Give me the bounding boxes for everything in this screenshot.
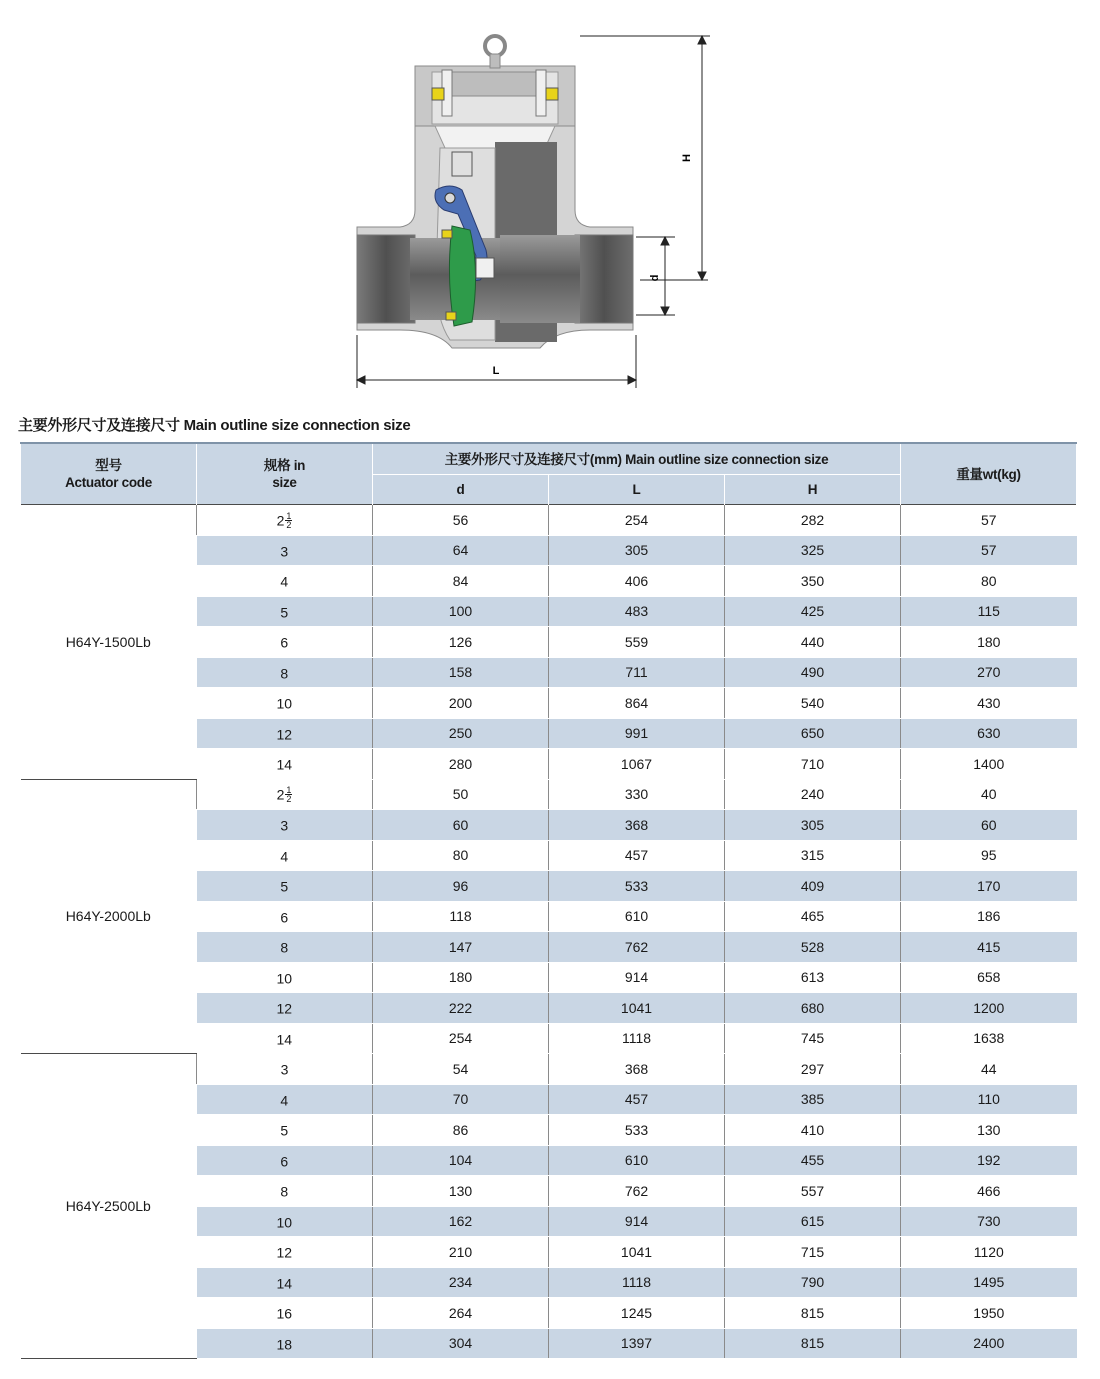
size-cell	[197, 688, 373, 719]
size-cell	[197, 1237, 373, 1268]
l-cell: 1067	[549, 749, 725, 780]
h-cell: 815	[725, 1328, 901, 1359]
actuator-code-cell: H64Y-1500Lb	[21, 505, 197, 780]
valve-body	[357, 36, 633, 348]
table-group	[21, 1054, 1077, 1359]
size-cell	[197, 901, 373, 932]
size-value: 18	[276, 1335, 293, 1352]
weight-cell: 1950	[901, 1298, 1077, 1329]
d-cell: 158	[373, 657, 549, 688]
l-cell: 368	[549, 810, 725, 841]
d-cell: 222	[373, 993, 549, 1024]
weight-cell: 2400	[901, 1328, 1077, 1359]
size-value: 10	[276, 969, 293, 986]
size-cell	[197, 1328, 373, 1359]
d-cell: 304	[373, 1328, 549, 1359]
h-cell: 350	[725, 566, 901, 597]
size-value: 10	[276, 695, 293, 712]
h-cell: 540	[725, 688, 901, 719]
size-cell	[197, 1298, 373, 1329]
d-cell: 70	[373, 1084, 549, 1115]
l-cell: 762	[549, 932, 725, 963]
l-cell: 1118	[549, 1267, 725, 1298]
size-cell	[197, 1115, 373, 1146]
d-cell: 84	[373, 566, 549, 597]
dim-label-l: L	[492, 365, 500, 377]
h-cell: 815	[725, 1298, 901, 1329]
weight-cell: 415	[901, 932, 1077, 963]
header-size-zh: 规格 in	[263, 458, 306, 473]
l-cell: 305	[549, 535, 725, 566]
l-cell: 610	[549, 1145, 725, 1176]
size-cell	[197, 627, 373, 658]
size-value: 8	[280, 664, 289, 681]
size-cell	[197, 932, 373, 963]
weight-cell: 1638	[901, 1023, 1077, 1054]
fraction-denominator: 2	[286, 519, 292, 530]
h-cell: 790	[725, 1267, 901, 1298]
size-value: 5	[280, 878, 289, 895]
d-cell: 147	[373, 932, 549, 963]
weight-cell: 1400	[901, 749, 1077, 780]
size-value: 14	[276, 1030, 293, 1047]
size-value: 12	[276, 1000, 293, 1017]
header-size	[197, 443, 373, 505]
size-value: 2	[276, 512, 285, 529]
size-cell	[197, 1267, 373, 1298]
size-value: 6	[280, 634, 289, 651]
size-cell	[197, 1176, 373, 1207]
d-cell: 180	[373, 962, 549, 993]
weight-cell: 57	[901, 505, 1077, 536]
section-title: 主要外形尺寸及连接尺寸 Main outline size connection size	[18, 417, 411, 434]
dimension-table	[20, 442, 1077, 1359]
size-cell	[197, 1084, 373, 1115]
weight-cell: 57	[901, 535, 1077, 566]
size-value: 3	[280, 1061, 289, 1078]
weight-cell: 186	[901, 901, 1077, 932]
size-cell	[197, 535, 373, 566]
size-value: 5	[280, 603, 289, 620]
d-cell: 126	[373, 627, 549, 658]
d-cell: 86	[373, 1115, 549, 1146]
weight-cell: 466	[901, 1176, 1077, 1207]
d-cell: 54	[373, 1054, 549, 1085]
weight-cell: 80	[901, 566, 1077, 597]
l-cell: 711	[549, 657, 725, 688]
header-code-en: Actuator code	[65, 475, 152, 490]
l-cell: 330	[549, 779, 725, 810]
h-cell: 315	[725, 840, 901, 871]
d-cell: 264	[373, 1298, 549, 1329]
l-cell: 610	[549, 901, 725, 932]
h-cell: 455	[725, 1145, 901, 1176]
weight-cell: 730	[901, 1206, 1077, 1237]
fraction-numerator: 1	[286, 785, 292, 796]
weight-cell: 40	[901, 779, 1077, 810]
h-cell: 410	[725, 1115, 901, 1146]
l-cell: 914	[549, 962, 725, 993]
weight-cell: 1495	[901, 1267, 1077, 1298]
d-cell: 234	[373, 1267, 549, 1298]
h-cell: 615	[725, 1206, 901, 1237]
size-value: 5	[280, 1122, 289, 1139]
h-cell: 325	[725, 535, 901, 566]
weight-cell: 658	[901, 962, 1077, 993]
size-value: 12	[276, 1244, 293, 1261]
size-fraction	[285, 512, 292, 529]
h-cell: 528	[725, 932, 901, 963]
h-cell: 745	[725, 1023, 901, 1054]
header-code-zh: 型号	[95, 458, 122, 473]
d-cell: 250	[373, 718, 549, 749]
header-h: H	[725, 475, 901, 505]
size-cell	[197, 871, 373, 902]
weight-cell: 630	[901, 718, 1077, 749]
d-cell: 210	[373, 1237, 549, 1268]
header-size-en: size	[272, 475, 297, 490]
h-cell: 440	[725, 627, 901, 658]
h-cell: 490	[725, 657, 901, 688]
l-cell: 991	[549, 718, 725, 749]
l-cell: 559	[549, 627, 725, 658]
h-cell: 715	[725, 1237, 901, 1268]
size-value: 10	[276, 1213, 293, 1230]
d-cell: 104	[373, 1145, 549, 1176]
size-cell	[197, 718, 373, 749]
header-dimensions-group: 主要外形尺寸及连接尺寸(mm) Main outline size connection size	[373, 443, 901, 475]
l-cell: 762	[549, 1176, 725, 1207]
d-cell: 50	[373, 779, 549, 810]
header-d: d	[373, 475, 549, 505]
size-cell	[197, 566, 373, 597]
l-cell: 1041	[549, 993, 725, 1024]
size-value: 8	[280, 939, 289, 956]
weight-cell: 110	[901, 1084, 1077, 1115]
l-cell: 1245	[549, 1298, 725, 1329]
l-cell: 533	[549, 871, 725, 902]
size-value: 6	[280, 908, 289, 925]
size-cell	[197, 505, 373, 536]
h-cell: 305	[725, 810, 901, 841]
h-cell: 613	[725, 962, 901, 993]
size-value: 4	[280, 1091, 289, 1108]
size-cell	[197, 1054, 373, 1085]
d-cell: 60	[373, 810, 549, 841]
table-row	[21, 779, 1077, 810]
dim-label-d: d	[649, 274, 661, 282]
l-cell: 914	[549, 1206, 725, 1237]
weight-cell: 115	[901, 596, 1077, 627]
fraction-denominator: 2	[286, 794, 292, 805]
h-cell: 680	[725, 993, 901, 1024]
d-cell: 200	[373, 688, 549, 719]
size-cell	[197, 749, 373, 780]
size-value: 4	[280, 573, 289, 590]
h-cell: 240	[725, 779, 901, 810]
dim-label-h: H	[681, 154, 693, 162]
size-value: 8	[280, 1183, 289, 1200]
weight-cell: 130	[901, 1115, 1077, 1146]
size-value: 14	[276, 1274, 293, 1291]
actuator-code-cell: H64Y-2000Lb	[21, 779, 197, 1054]
size-value: 4	[280, 847, 289, 864]
valve-cross-section-drawing	[340, 30, 710, 395]
size-cell	[197, 779, 373, 810]
l-cell: 457	[549, 840, 725, 871]
table-group	[21, 505, 1077, 780]
l-cell: 1041	[549, 1237, 725, 1268]
weight-cell: 1120	[901, 1237, 1077, 1268]
h-cell: 282	[725, 505, 901, 536]
weight-cell: 180	[901, 627, 1077, 658]
weight-cell: 270	[901, 657, 1077, 688]
l-cell: 1397	[549, 1328, 725, 1359]
d-cell: 254	[373, 1023, 549, 1054]
size-cell	[197, 1023, 373, 1054]
size-cell	[197, 810, 373, 841]
size-value: 3	[280, 817, 289, 834]
size-value: 14	[276, 756, 293, 773]
size-cell	[197, 1206, 373, 1237]
fraction-numerator: 1	[286, 510, 292, 521]
l-cell: 533	[549, 1115, 725, 1146]
size-cell	[197, 596, 373, 627]
weight-cell: 430	[901, 688, 1077, 719]
weight-cell: 95	[901, 840, 1077, 871]
weight-cell: 192	[901, 1145, 1077, 1176]
weight-cell: 1200	[901, 993, 1077, 1024]
size-cell	[197, 962, 373, 993]
l-cell: 1118	[549, 1023, 725, 1054]
weight-cell: 44	[901, 1054, 1077, 1085]
d-cell: 64	[373, 535, 549, 566]
h-cell: 409	[725, 871, 901, 902]
h-cell: 425	[725, 596, 901, 627]
header-weight: 重量wt(kg)	[901, 443, 1077, 505]
l-cell: 368	[549, 1054, 725, 1085]
l-cell: 483	[549, 596, 725, 627]
l-cell: 406	[549, 566, 725, 597]
l-cell: 457	[549, 1084, 725, 1115]
table-row	[21, 1054, 1077, 1085]
h-cell: 385	[725, 1084, 901, 1115]
l-cell: 864	[549, 688, 725, 719]
d-cell: 162	[373, 1206, 549, 1237]
table-group	[21, 779, 1077, 1054]
h-cell: 710	[725, 749, 901, 780]
d-cell: 56	[373, 505, 549, 536]
h-cell: 297	[725, 1054, 901, 1085]
size-value: 2	[276, 786, 285, 803]
h-cell: 650	[725, 718, 901, 749]
weight-cell: 170	[901, 871, 1077, 902]
h-cell: 557	[725, 1176, 901, 1207]
l-cell: 254	[549, 505, 725, 536]
d-cell: 100	[373, 596, 549, 627]
actuator-code-cell: H64Y-2500Lb	[21, 1054, 197, 1359]
size-cell	[197, 993, 373, 1024]
size-value: 16	[276, 1305, 293, 1322]
size-value: 3	[280, 542, 289, 559]
d-cell: 80	[373, 840, 549, 871]
size-value: 12	[276, 725, 293, 742]
table-row	[21, 505, 1077, 536]
d-cell: 130	[373, 1176, 549, 1207]
size-cell	[197, 840, 373, 871]
size-cell	[197, 657, 373, 688]
table-header	[21, 443, 1077, 505]
h-cell: 465	[725, 901, 901, 932]
header-l: L	[549, 475, 725, 505]
size-cell	[197, 1145, 373, 1176]
size-fraction	[285, 786, 292, 803]
d-cell: 280	[373, 749, 549, 780]
size-value: 6	[280, 1152, 289, 1169]
d-cell: 118	[373, 901, 549, 932]
d-cell: 96	[373, 871, 549, 902]
header-actuator-code	[21, 443, 197, 505]
weight-cell: 60	[901, 810, 1077, 841]
